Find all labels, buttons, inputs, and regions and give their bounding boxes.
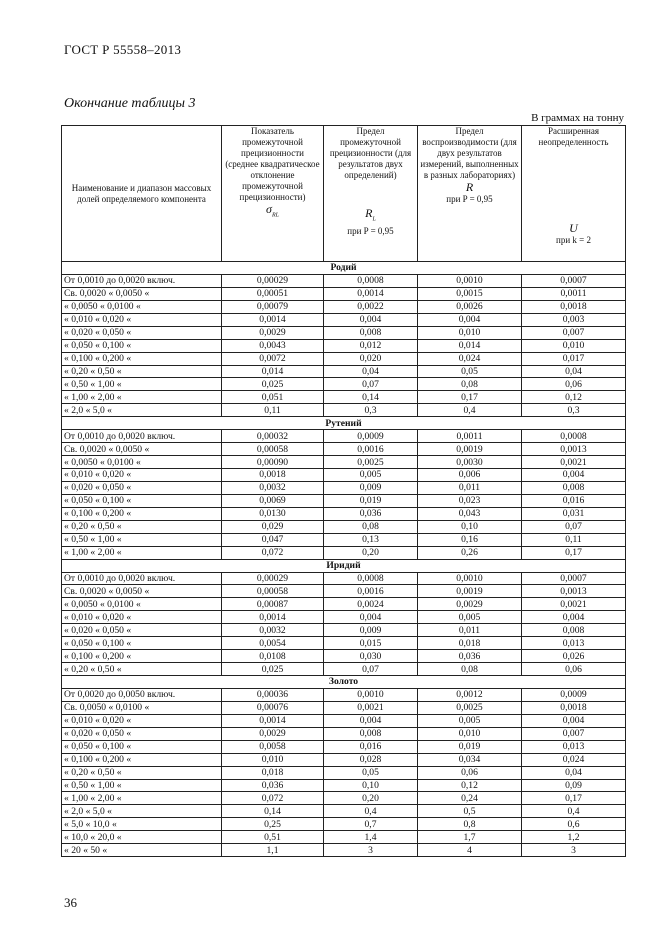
u-value-cell: 0,026 [522,650,626,663]
table-row [62,740,626,753]
range-cell: От 0,0010 до 0,0020 включ. [62,274,222,287]
rl-value-cell: 0,0008 [324,274,418,287]
sr-value-cell: 0,00036 [222,688,324,701]
u-value-cell: 0,004 [522,714,626,727]
r-value-cell: 0,0011 [418,430,522,443]
sr-value-cell: 0,11 [222,404,324,417]
rl-value-cell: 0,05 [324,766,418,779]
u-value-cell: 0,016 [522,494,626,507]
sr-value-cell: 0,029 [222,520,324,533]
rl-value-cell: 0,0008 [324,572,418,585]
u-value-cell: 0,0021 [522,456,626,469]
sr-value-cell: 0,0130 [222,507,324,520]
table-row [62,352,626,365]
rl-value-cell: 0,0009 [324,430,418,443]
table-row [62,572,626,585]
sr-value-cell: 0,14 [222,805,324,818]
col-header-sr-symbol [224,203,321,222]
sr-value-cell: 0,018 [222,766,324,779]
r-value-cell: 0,0029 [418,598,522,611]
range-cell: « 1,00 « 2,00 « [62,792,222,805]
section-header-row [62,417,626,430]
table-row [62,779,626,792]
rl-value-cell: 0,0022 [324,300,418,313]
u-value-cell: 0,0009 [522,688,626,701]
rl-value-cell: 0,008 [324,727,418,740]
rl-value-cell: 0,004 [324,611,418,624]
table-row [62,520,626,533]
u-value-cell: 0,024 [522,753,626,766]
rl-symbol: R [365,206,373,220]
col-header-u [522,126,626,262]
section-title: Золото [62,676,626,689]
rl-value-cell: 0,012 [324,339,418,352]
u-value-cell: 0,0018 [522,701,626,714]
range-cell: « 0,100 « 0,200 « [62,352,222,365]
table-row [62,727,626,740]
document-header: ГОСТ Р 55558–2013 [64,42,182,57]
table-row [62,507,626,520]
u-value-cell: 0,017 [522,352,626,365]
table-header-row [62,126,626,262]
sr-value-cell: 0,0029 [222,326,324,339]
u-value-cell: 1,2 [522,831,626,844]
r-value-cell: 0,08 [418,663,522,676]
u-value-cell: 0,0008 [522,430,626,443]
r-value-cell: 4 [418,844,522,857]
table-row [62,611,626,624]
rl-value-cell: 0,004 [324,313,418,326]
table-row [62,274,626,287]
table-row [62,494,626,507]
u-value-cell: 0,17 [522,546,626,559]
rl-value-cell: 0,020 [324,352,418,365]
table-row [62,404,626,417]
sr-value-cell: 0,00029 [222,572,324,585]
col-header-r [418,126,522,262]
r-value-cell: 0,06 [418,766,522,779]
rl-value-cell: 0,0021 [324,701,418,714]
rl-value-cell: 0,036 [324,507,418,520]
col-header-sr [222,126,324,262]
u-value-cell: 0,09 [522,779,626,792]
u-value-cell: 0,0013 [522,585,626,598]
r-value-cell: 0,014 [418,339,522,352]
table-row [62,469,626,482]
sr-value-cell: 0,0069 [222,494,324,507]
table-row [62,624,626,637]
table-row [62,287,626,300]
range-cell: « 0,010 « 0,020 « [62,714,222,727]
r-value-cell: 0,12 [418,779,522,792]
sr-value-cell: 0,0032 [222,624,324,637]
u-value-cell: 0,3 [522,404,626,417]
table-row [62,792,626,805]
range-cell: « 1,00 « 2,00 « [62,391,222,404]
range-cell: « 0,20 « 0,50 « [62,663,222,676]
col-header-u-cond: при k = 2 [556,235,591,245]
table-caption: Окончание таблицы 3 [64,96,196,111]
rl-value-cell: 0,14 [324,391,418,404]
sr-symbol-sub: RL [271,212,279,219]
sr-value-cell: 0,00087 [222,598,324,611]
range-cell: Св. 0,0020 « 0,0050 « [62,585,222,598]
u-value-cell: 0,06 [522,663,626,676]
col-header-r-symbol [420,181,519,194]
range-cell: « 0,20 « 0,50 « [62,766,222,779]
table-row [62,339,626,352]
table-row [62,326,626,339]
rl-value-cell: 0,030 [324,650,418,663]
u-value-cell: 0,010 [522,339,626,352]
rl-value-cell: 0,016 [324,740,418,753]
rl-value-cell: 3 [324,844,418,857]
range-cell: « 0,50 « 1,00 « [62,533,222,546]
r-symbol: R [465,180,474,194]
r-value-cell: 0,034 [418,753,522,766]
table-row [62,481,626,494]
r-value-cell: 0,019 [418,740,522,753]
u-value-cell: 0,12 [522,391,626,404]
rl-value-cell: 1,4 [324,831,418,844]
sr-value-cell: 0,025 [222,663,324,676]
sr-value-cell: 0,00051 [222,287,324,300]
r-value-cell: 0,0010 [418,274,522,287]
range-cell: « 0,020 « 0,050 « [62,727,222,740]
range-cell: « 20 « 50 « [62,844,222,857]
sr-value-cell: 0,25 [222,818,324,831]
sr-value-cell: 0,00076 [222,701,324,714]
table-row [62,443,626,456]
col-header-name [62,126,222,262]
r-value-cell: 0,24 [418,792,522,805]
sr-value-cell: 0,0043 [222,339,324,352]
table-row [62,766,626,779]
u-value-cell: 0,004 [522,469,626,482]
range-cell: « 10,0 « 20,0 « [62,831,222,844]
table-row [62,663,626,676]
rl-value-cell: 0,0016 [324,585,418,598]
col-header-r-cond: при P = 0,95 [446,194,493,204]
range-cell: « 0,0050 « 0,0100 « [62,598,222,611]
range-cell: « 2,0 « 5,0 « [62,404,222,417]
r-value-cell: 0,011 [418,624,522,637]
table-row [62,831,626,844]
range-cell: « 0,020 « 0,050 « [62,624,222,637]
range-cell: « 0,100 « 0,200 « [62,753,222,766]
u-value-cell: 0,031 [522,507,626,520]
u-value-cell: 0,06 [522,378,626,391]
range-cell: « 0,010 « 0,020 « [62,469,222,482]
table-row [62,818,626,831]
rl-value-cell: 0,005 [324,469,418,482]
sr-value-cell: 0,0018 [222,469,324,482]
r-value-cell: 0,006 [418,469,522,482]
r-value-cell: 0,0012 [418,688,522,701]
page-number: 36 [64,895,77,910]
rl-value-cell: 0,0016 [324,443,418,456]
range-cell: « 0,50 « 1,00 « [62,779,222,792]
table-row [62,844,626,857]
col-header-r-text: Предел воспроизводимости (для двух результатов измерений, выполненных в разных лабораториях) [420,126,519,180]
rl-symbol-sub: L [372,216,376,223]
range-cell: Св. 0,0020 « 0,0050 « [62,443,222,456]
sr-value-cell: 0,0014 [222,611,324,624]
rl-value-cell: 0,7 [324,818,418,831]
range-cell: « 0,20 « 0,50 « [62,520,222,533]
sr-value-cell: 0,051 [222,391,324,404]
u-value-cell: 3 [522,844,626,857]
rl-value-cell: 0,009 [324,624,418,637]
range-cell: Св. 0,0020 « 0,0050 « [62,287,222,300]
sr-value-cell: 0,00032 [222,430,324,443]
table-row [62,598,626,611]
sr-value-cell: 0,0032 [222,481,324,494]
rl-value-cell: 0,13 [324,533,418,546]
u-value-cell: 0,04 [522,365,626,378]
table-row [62,391,626,404]
range-cell: « 2,0 « 5,0 « [62,805,222,818]
table-row [62,378,626,391]
rl-value-cell: 0,20 [324,792,418,805]
table-body [62,262,626,857]
table-row [62,430,626,443]
rl-value-cell: 0,4 [324,805,418,818]
range-cell: « 0,100 « 0,200 « [62,650,222,663]
rl-value-cell: 0,10 [324,779,418,792]
r-value-cell: 0,8 [418,818,522,831]
sr-value-cell: 0,036 [222,779,324,792]
r-value-cell: 0,0019 [418,585,522,598]
r-value-cell: 0,043 [418,507,522,520]
table-row [62,714,626,727]
r-value-cell: 1,7 [418,831,522,844]
sr-value-cell: 0,0072 [222,352,324,365]
table-row [62,650,626,663]
sr-value-cell: 0,51 [222,831,324,844]
r-value-cell: 0,0010 [418,572,522,585]
sr-value-cell: 0,0108 [222,650,324,663]
table-row [62,585,626,598]
r-value-cell: 0,05 [418,365,522,378]
col-header-rl [324,126,418,262]
range-cell: « 0,020 « 0,050 « [62,326,222,339]
r-value-cell: 0,0026 [418,300,522,313]
range-cell: « 0,010 « 0,020 « [62,313,222,326]
section-header-row [62,559,626,572]
u-value-cell: 0,04 [522,766,626,779]
sr-symbol: σ [266,202,272,216]
unit-note: В граммах на тонну [531,112,624,124]
u-value-cell: 0,003 [522,313,626,326]
u-value-cell: 0,11 [522,533,626,546]
col-header-sr-text: Показатель промежуточной прецизионности (среднее квадратическое отклонение промежуточной прецизионности) [225,126,320,202]
table-row [62,533,626,546]
u-value-cell: 0,0018 [522,300,626,313]
r-value-cell: 0,16 [418,533,522,546]
r-value-cell: 0,0025 [418,701,522,714]
u-value-cell: 0,008 [522,481,626,494]
table-row [62,300,626,313]
r-value-cell: 0,024 [418,352,522,365]
table-row [62,805,626,818]
precision-table [61,125,626,857]
r-value-cell: 0,26 [418,546,522,559]
u-value-cell: 0,0011 [522,287,626,300]
sr-value-cell: 0,025 [222,378,324,391]
section-header-row [62,262,626,275]
r-value-cell: 0,5 [418,805,522,818]
u-value-cell: 0,007 [522,727,626,740]
sr-value-cell: 0,0014 [222,714,324,727]
table-row [62,546,626,559]
col-header-name-text: Наименование и диапазон массовых долей определяемого компонента [71,182,212,204]
col-header-u-text: Расширенная неопределенность [538,126,609,147]
table-row [62,365,626,378]
sr-value-cell: 0,0054 [222,637,324,650]
section-title: Родий [62,262,626,275]
sr-value-cell: 0,0058 [222,740,324,753]
section-title: Иридий [62,559,626,572]
range-cell: « 1,00 « 2,00 « [62,546,222,559]
r-value-cell: 0,10 [418,520,522,533]
rl-value-cell: 0,0025 [324,456,418,469]
rl-value-cell: 0,015 [324,637,418,650]
u-value-cell: 0,013 [522,637,626,650]
range-cell: « 0,20 « 0,50 « [62,365,222,378]
rl-value-cell: 0,008 [324,326,418,339]
u-value-cell: 0,0007 [522,274,626,287]
range-cell: « 0,100 « 0,200 « [62,507,222,520]
r-value-cell: 0,17 [418,391,522,404]
u-value-cell: 0,008 [522,624,626,637]
u-value-cell: 0,007 [522,326,626,339]
rl-value-cell: 0,07 [324,663,418,676]
rl-value-cell: 0,20 [324,546,418,559]
rl-value-cell: 0,009 [324,481,418,494]
r-value-cell: 0,036 [418,650,522,663]
sr-value-cell: 0,047 [222,533,324,546]
rl-value-cell: 0,0024 [324,598,418,611]
sr-value-cell: 0,072 [222,792,324,805]
range-cell: Св. 0,0050 « 0,0100 « [62,701,222,714]
sr-value-cell: 0,00090 [222,456,324,469]
rl-value-cell: 0,04 [324,365,418,378]
range-cell: « 0,50 « 1,00 « [62,378,222,391]
r-value-cell: 0,018 [418,637,522,650]
rl-value-cell: 0,07 [324,378,418,391]
r-value-cell: 0,010 [418,326,522,339]
rl-value-cell: 0,0014 [324,287,418,300]
col-header-rl-text: Предел промежуточной прецизионности (для результатов двух определений) [329,126,412,180]
r-value-cell: 0,011 [418,481,522,494]
range-cell: От 0,0020 до 0,0050 включ. [62,688,222,701]
r-value-cell: 0,0015 [418,287,522,300]
range-cell: « 0,050 « 0,100 « [62,339,222,352]
section-title: Рутений [62,417,626,430]
r-value-cell: 0,0019 [418,443,522,456]
table-row [62,701,626,714]
table-row [62,637,626,650]
sr-value-cell: 0,0029 [222,727,324,740]
sr-value-cell: 0,010 [222,753,324,766]
u-value-cell: 0,004 [522,611,626,624]
r-value-cell: 0,010 [418,727,522,740]
r-value-cell: 0,023 [418,494,522,507]
rl-value-cell: 0,019 [324,494,418,507]
rl-value-cell: 0,3 [324,404,418,417]
sr-value-cell: 0,072 [222,546,324,559]
r-value-cell: 0,0030 [418,456,522,469]
u-value-cell: 0,0021 [522,598,626,611]
range-cell: « 0,020 « 0,050 « [62,481,222,494]
range-cell: « 0,050 « 0,100 « [62,637,222,650]
range-cell: « 0,0050 « 0,0100 « [62,456,222,469]
u-value-cell: 0,013 [522,740,626,753]
sr-value-cell: 0,00079 [222,300,324,313]
sr-value-cell: 0,00029 [222,274,324,287]
u-value-cell: 0,4 [522,805,626,818]
rl-value-cell: 0,004 [324,714,418,727]
table-row [62,688,626,701]
range-cell: « 0,050 « 0,100 « [62,740,222,753]
col-header-rl-symbol [326,207,415,226]
range-cell: « 0,010 « 0,020 « [62,611,222,624]
rl-value-cell: 0,08 [324,520,418,533]
col-header-rl-cond: при P = 0,95 [347,226,394,237]
r-value-cell: 0,004 [418,313,522,326]
u-value-cell: 0,0013 [522,443,626,456]
u-symbol: U [569,221,578,235]
col-header-u-symbol [524,222,623,235]
sr-value-cell: 0,00058 [222,443,324,456]
range-cell: « 0,050 « 0,100 « [62,494,222,507]
rl-value-cell: 0,028 [324,753,418,766]
u-value-cell: 0,0007 [522,572,626,585]
table-row [62,753,626,766]
rl-value-cell: 0,0010 [324,688,418,701]
r-value-cell: 0,08 [418,378,522,391]
sr-value-cell: 0,00058 [222,585,324,598]
sr-value-cell: 0,0014 [222,313,324,326]
r-value-cell: 0,005 [418,611,522,624]
range-cell: От 0,0010 до 0,0020 включ. [62,430,222,443]
u-value-cell: 0,17 [522,792,626,805]
sr-value-cell: 1,1 [222,844,324,857]
u-value-cell: 0,07 [522,520,626,533]
range-cell: « 5,0 « 10,0 « [62,818,222,831]
u-value-cell: 0,6 [522,818,626,831]
r-value-cell: 0,4 [418,404,522,417]
range-cell: От 0,0010 до 0,0020 включ. [62,572,222,585]
r-value-cell: 0,005 [418,714,522,727]
table-row [62,456,626,469]
table-row [62,313,626,326]
sr-value-cell: 0,014 [222,365,324,378]
section-header-row [62,676,626,689]
range-cell: « 0,0050 « 0,0100 « [62,300,222,313]
